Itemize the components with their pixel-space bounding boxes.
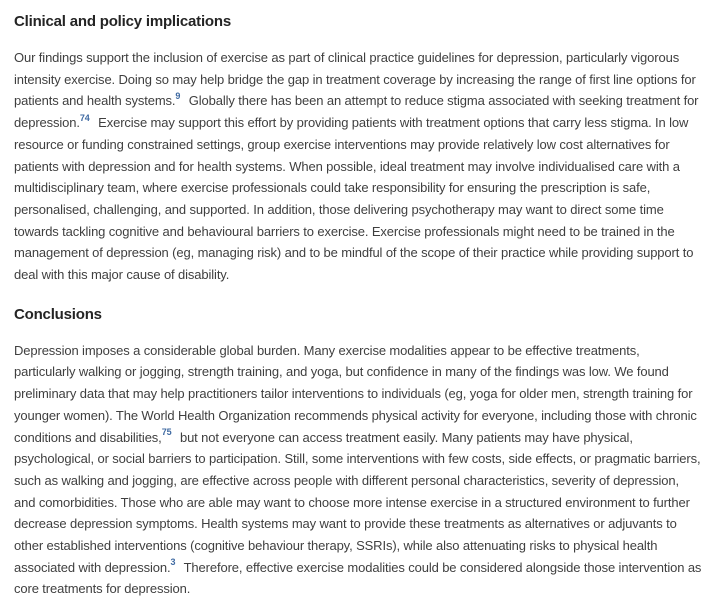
- paragraph-text: Our findings support the inclusion of exercise as part of clinical practice guidelines for depression, particularly vigorous intensity exercise. Doing so may help bridge the gap in treatment coverage by increasing the range of first line options for patients and health systems.: [14, 50, 696, 109]
- reference-number: 75: [161, 427, 172, 438]
- article-section: [14, 306, 702, 600]
- paragraph-text: Depression imposes a considerable global burden. Many exercise modalities appear to be effective treatments, particularly walking or jogging, strength training, and yoga, but confidence in many of the findings was low. We found preliminary data that may help practitioners tailor interventions to individuals (eg, yoga for older men, strength training for younger women). The World Health Organization recommends physical activity for everyone, including those with chronic conditions and disabilities,: [14, 342, 697, 445]
- paragraph-text: Globally there has been an attempt to reduce stigma associated with seeking treatment for depression.: [14, 93, 699, 131]
- paragraph-text: Therefore, effective exercise modalities could be considered alongside those intervention as core treatments for depression.: [14, 559, 702, 597]
- paragraph-text: but not everyone can access treatment easily. Many patients may have physical, psychological, or social barriers to participation. Still, some interventions with few costs, side effects, or pragmatic barriers, such as walking and jogging, are effective across people with different personal characteristics, severity of depression, and comorbidities. Those who are able may want to choose more intense exercise in a structured environment to further decrease depression symptoms. Health systems may want to provide these treatments as alternatives or adjuvants to other established interventions (cognitive behaviour therapy, SSRIs), while also attenuating risks to physical health associated with depression.: [14, 429, 701, 575]
- section-heading: Conclusions: [14, 305, 102, 323]
- reference-number: 9: [175, 91, 181, 102]
- section-heading: Clinical and policy implications: [14, 13, 231, 30]
- reference-number: 74: [79, 112, 90, 123]
- section-paragraph: [14, 47, 702, 286]
- reference-link[interactable]: [79, 112, 90, 130]
- reference-link[interactable]: [170, 557, 176, 575]
- article-section: [14, 13, 702, 286]
- reference-link[interactable]: [175, 93, 180, 108]
- section-paragraph: [14, 340, 702, 600]
- paragraph-text: Exercise may support this effort by providing patients with treatment options that carry less stigma. In low resource or funding constrained settings, group exercise interventions may provide relatively low cost alternatives for patients with depression and for health systems. When possible, ideal treatment may involve individualised care with a multidisciplinary team, where exercise professionals could take responsibility for ensuring the prescription is safe, personalised, challenging, and supported. In addition, those delivering psychotherapy may want to direct some time towards tackling cognitive and behavioural barriers to exercise. Exercise professionals might need to be trained in the management of depression (eg, managing risk) and to be mindful of the scope of their practice while providing support to deal with this major cause of disability.: [14, 115, 694, 283]
- reference-link[interactable]: [161, 427, 172, 445]
- article-content: [14, 13, 702, 600]
- reference-number: 3: [170, 557, 176, 568]
